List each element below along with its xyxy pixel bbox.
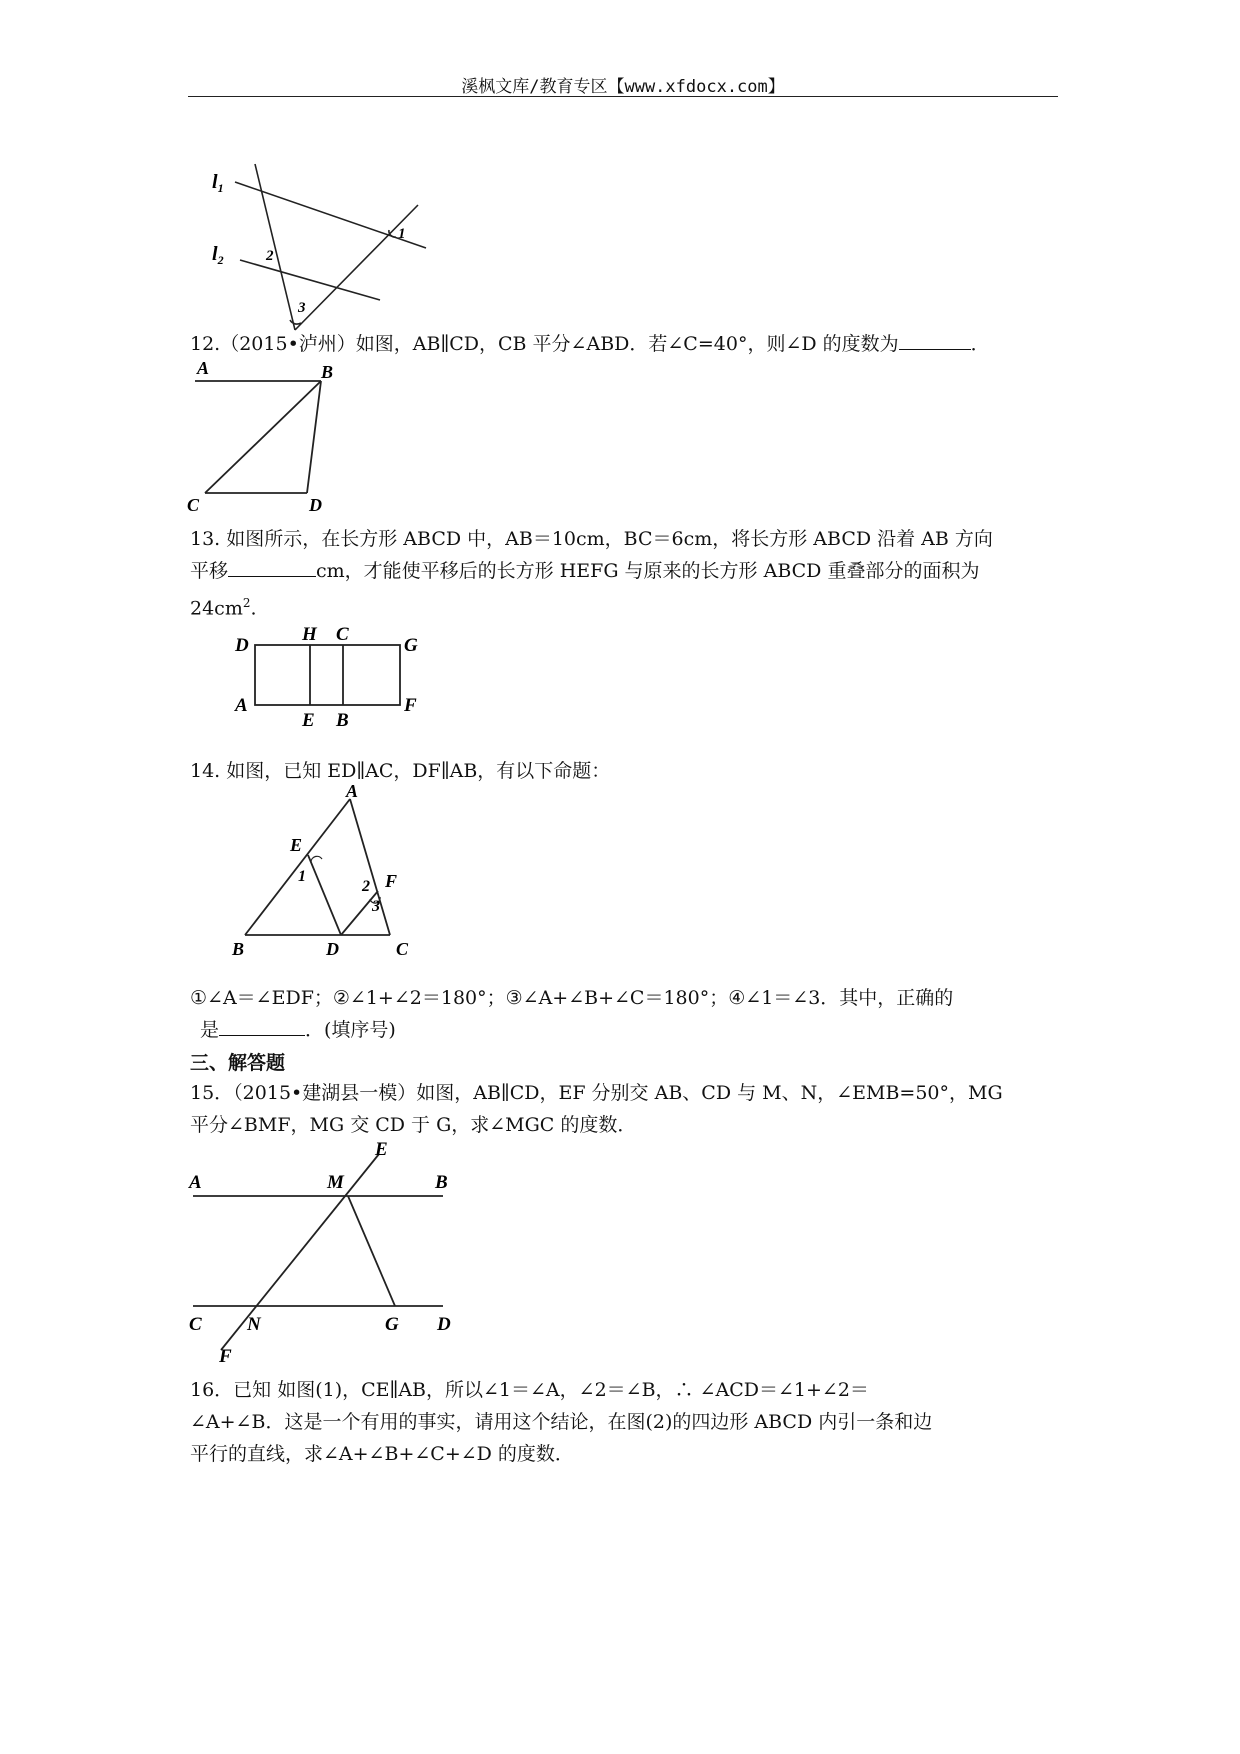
figure-q11 [200,160,440,335]
q15-label-C: C [189,1314,202,1335]
q14-line1: 14. 如图，已知 ED∥AC，DF∥AB，有以下命题： [190,760,611,782]
figure-q12 [185,355,335,515]
q16-line3: 平行的直线，求∠A+∠B+∠C+∠D 的度数． [190,1443,574,1465]
q12-label-B: B [321,362,334,382]
q13-blank[interactable] [228,558,316,577]
section-title: 三、解答题 [190,1052,286,1074]
q14-line3: 是 ．(填序号) [200,1019,396,1041]
q13-line1: 13. 如图所示，在长方形 ABCD 中，AB＝10cm，BC＝6cm，将长方形 ABCD 沿着 AB 方向 [190,528,993,550]
q15-label-B: B [435,1172,448,1193]
q15-label-F: F [219,1346,232,1365]
q13-line2: 平移 cm，才能使平移后的长方形 HEFG 与原来的长方形 ABCD 重叠部分的面积为 [190,560,980,582]
q13-label-G: G [404,635,418,656]
figure-q15 [185,1140,465,1365]
q15-label-E: E [375,1140,388,1160]
q14-label-B: B [232,939,245,959]
q14-blank[interactable] [219,1017,305,1036]
q15-label-G: G [385,1314,399,1335]
q15-line1: 15．（2015•建湖县一模）如图，AB∥CD，EF 分别交 AB、CD 与 M、N，∠EMB=50°，MG [190,1082,1003,1104]
q15-label-A: A [189,1172,202,1193]
q13-label-D: D [235,635,249,656]
angle-label-1: 1 [398,226,406,242]
q13-line3: $24cm^2$. [190,596,257,620]
q16-line1: 16．已知 如图(1)，CE∥AB，所以∠1＝∠A，∠2＝∠B，∴ ∠ACD＝∠1+∠2＝ [190,1379,869,1401]
q13-label-F: F [404,695,417,716]
q16-line2: ∠A+∠B．这是一个有用的事实，请用这个结论，在图(2)的四边形 ABCD 内引一条和边 [190,1411,933,1433]
q15-line2: 平分∠BMF，MG 交 CD 于 G，求∠MGC 的度数． [190,1114,637,1136]
q14-line2: ①∠A＝∠EDF；②∠1+∠2＝180°；③∠A+∠B+∠C＝180°；④∠1＝∠3．其中，正确的 [190,987,954,1009]
angle-label-2: 2 [266,248,274,264]
q14-angle-3: 3 [372,898,380,915]
q12-text: 12.（2015•泸州）如图，AB∥CD，CB 平分∠ABD．若∠C=40°，则∠D 的度数为 ． [190,333,990,355]
q13-label-E: E [302,710,315,730]
angle-label-3: 3 [298,300,306,316]
q14-angle-1: 1 [298,868,306,885]
q13-label-A: A [235,695,248,716]
q15-label-M: M [327,1172,344,1193]
q15-label-D: D [437,1314,451,1335]
q13-label-C: C [336,624,349,645]
label-l1: $l_1$ [212,171,224,195]
q13-label-H: H [302,624,317,645]
q14-label-D: D [326,939,339,959]
figure-q13 [230,620,430,730]
q14-label-F: F [385,871,398,891]
page-header: 溪枫文库/教育专区【www.xfdocx.com】 [461,77,785,97]
q14-angle-2: 2 [362,878,370,895]
q12-label-A: A [197,358,210,378]
q12-label-D: D [309,495,322,515]
label-l2: $l_2$ [212,243,224,267]
q13-label-B: B [336,710,349,730]
q15-label-N: N [247,1314,261,1335]
q12-label-C: C [187,495,200,515]
q14-label-A: A [346,785,359,801]
q14-label-E: E [290,835,303,855]
q14-label-C: C [396,939,409,959]
header-rule [188,96,1058,97]
q12-blank[interactable] [899,331,971,350]
figure-q14 [228,785,433,960]
